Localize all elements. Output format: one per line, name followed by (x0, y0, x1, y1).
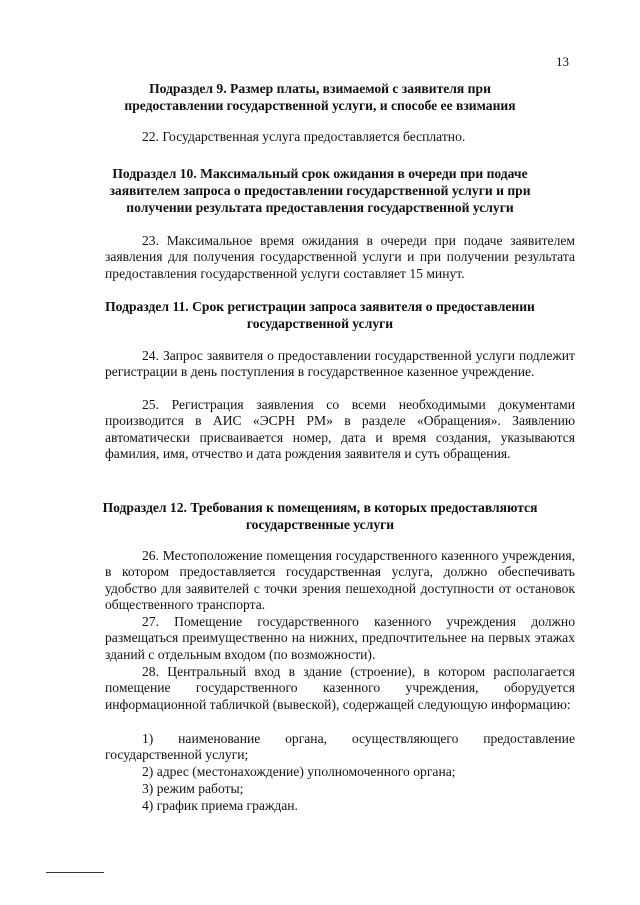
list-item-2: 2) адрес (местонахождение) уполномоченного органа; (142, 764, 456, 779)
paragraph-27: 27. Помещение государственного казенного учреждения должно размещаться преимущественно на нижних, предпочтительнее на первых этажах зданий с отдельным входом (по возможности). (105, 614, 575, 662)
section-heading-11: Подраздел 11. Срок регистрации запроса заявителя о предоставлении государственной услуги (105, 299, 535, 331)
list-item-4: 4) график приема граждан. (142, 798, 298, 813)
paragraph-28: 28. Центральный вход в здание (строение), в котором располагается помещение государственного казенного учреждения, оборудуется информационной табличкой (вывеской), содержащей следующую информацию: (105, 664, 575, 712)
paragraph-26: 26. Местоположение помещения государственного казенного учреждения, в котором предоставляется государственная услуга, должно обеспечивать удобство для заявителей с точки зрения пешеходной доступности от остановок общественного транспорта. (105, 548, 575, 613)
list-item-3: 3) режим работы; (142, 781, 244, 796)
page-number: 13 (556, 54, 569, 69)
section-heading-12: Подраздел 12. Требования к помещениям, в которых предоставляются государственные услуги (102, 500, 538, 532)
section-heading-9: Подраздел 9. Размер платы, взимаемой с заявителя при предоставлении государственной услуги, и способе ее взимания (124, 81, 516, 113)
paragraph-22: 22. Государственная услуга предоставляется бесплатно. (142, 129, 466, 144)
footnote-rule (46, 872, 104, 873)
list-item-1: 1) наименование органа, осуществляющего предоставление государственной услуги; (105, 731, 575, 763)
section-heading-10: Подраздел 10. Максимальный срок ожидания в очереди при подаче заявителем запроса о предоставлении государственной услуги и при получении результата предоставления государственной услуги (109, 166, 531, 215)
paragraph-25: 25. Регистрация заявления со всеми необходимыми документами производится в АИС «ЭСРН РМ» в разделе «Обращения». Заявлению автоматически присваивается номер, дата и время создания, указываются фамилия, имя, отчество и дата рождения заявителя и суть обращения. (105, 397, 575, 462)
paragraph-24: 24. Запрос заявителя о предоставлении государственной услуги подлежит регистрации в день поступления в государственное казенное учреждение. (105, 348, 575, 380)
paragraph-23: 23. Максимальное время ожидания в очереди при подаче заявителем заявления для получения государственной услуги и при получении результата предоставления государственной услуги составляет 15 минут. (105, 233, 575, 281)
